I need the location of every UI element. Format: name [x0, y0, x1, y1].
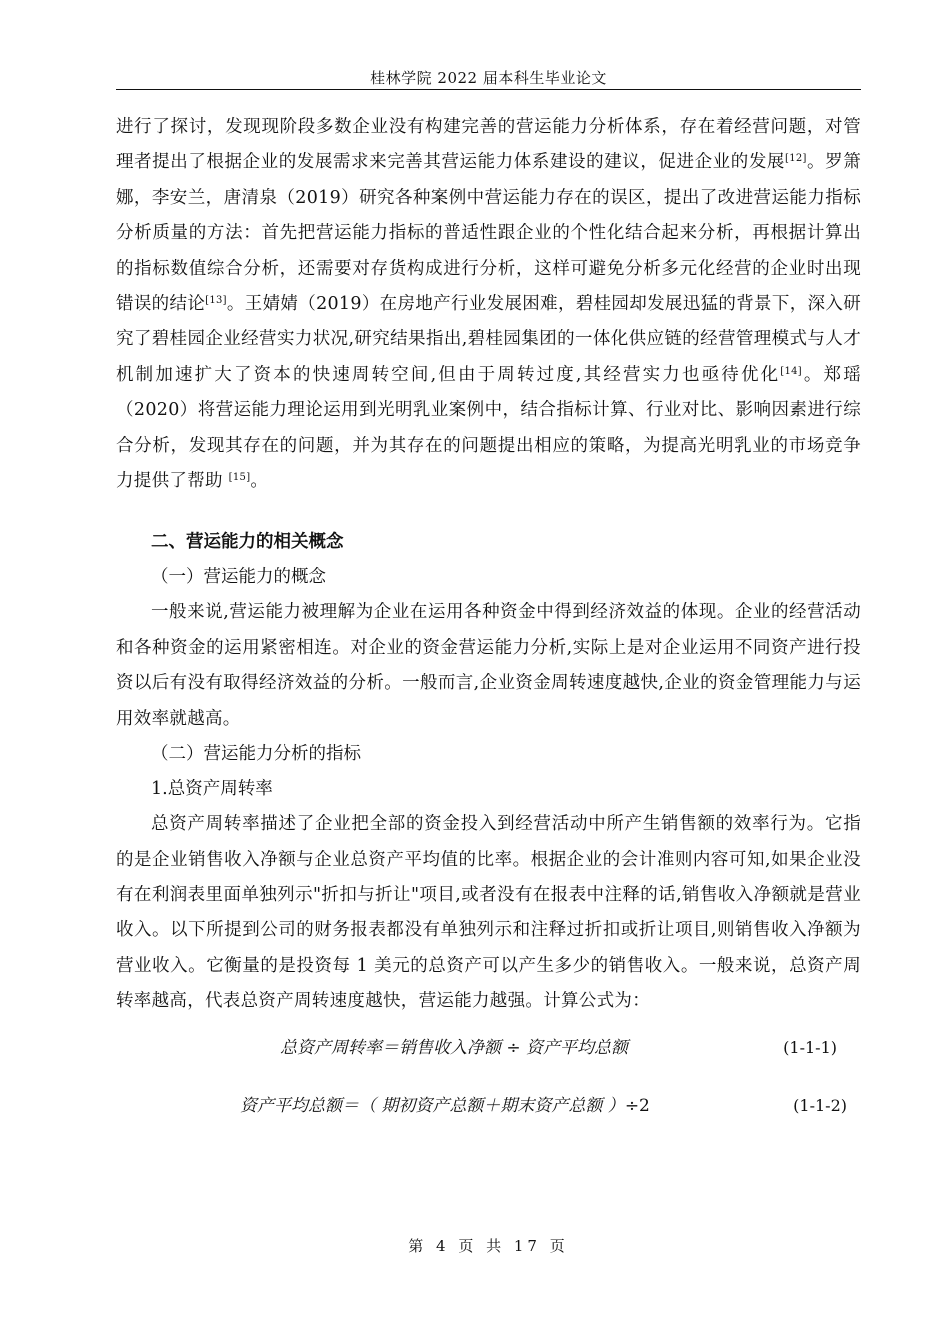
para1-text-1: 进行了探讨，发现现阶段多数企业没有构建完善的营运能力分析体系，存在着经营问题，对管理者提出了根据企业的发展需求来完善其营运能力体系建设的建议，促进企业的发展	[116, 117, 861, 173]
page-footer: 第 4 页 共 17 页	[408, 1237, 569, 1255]
para1-text-3: 。王婧婧（2019）在房地产行业发展困难，碧桂园却发展迅猛的背景下，深入研究了碧桂园企业经营实力状况,研究结果指出,碧桂园集团的一体化供应链的经营管理模式与人才机制加速扩大了资本的快速周转空间,但由于周转过度,其经营实力也亟待优化	[116, 294, 862, 385]
literature-review-paragraph	[116, 110, 861, 499]
formula-row-1	[116, 1032, 861, 1076]
subsection-heading-indicators: （二）营运能力分析的指标	[151, 744, 361, 765]
turnover-paragraph: 总资产周转率描述了企业把全部的资金投入到经营活动中所产生销售额的效率行为。它指的是企业销售收入净额与企业总资产平均值的比率。根据企业的会计准则内容可知,如果企业没有在利润表里面单独列示"折扣与折让"项目,或者没有在报表中注释的话,销售收入净额就是营业收入。以下所提到公司的财务报表都没有单独列示和注释过折扣或折让项目,则销售收入净额为营业收入。它衡量的是投资每 1 美元的总资产可以产生多少的销售收入。一般来说，总资产周转率越高，代表总资产周转速度越快，营运能力越强。计算公式为：	[116, 814, 861, 1012]
citation-14: [14]	[780, 365, 803, 377]
para1-text-5: 。	[250, 471, 269, 492]
formula-2-main: 资产平均总额＝（ 期初资产总额＋期末资产总额 ）	[240, 1095, 625, 1116]
formula-2	[240, 1090, 650, 1122]
citation-13: [13]	[205, 295, 227, 307]
para1-text-2: 。罗箫娜，李安兰，唐清泉（2019）研究各种案例中营运能力存在的误区，提出了改进营运能力指标分析质量的方法：首先把营运能力指标的普适性跟企业的个性化结合起来分析，再根据计算出的指标数值综合分析，还需要对存货构成进行分析，这样可避免分析多元化经营的企业时出现错误的结论	[116, 152, 861, 315]
concept-paragraph: 一般来说,营运能力被理解为企业在运用各种资金中得到经济效益的体现。企业的经营活动和各种资金的运用紧密相连。对企业的资金营运能力分析,实际上是对企业运用不同资产进行投资以后有没有取得经济效益的分析。一般而言,企业资金周转速度越快,企业的资金管理能力与运用效率就越高。	[116, 602, 861, 729]
formula-row-2	[116, 1090, 861, 1134]
page-header: 桂林学院 2022 届本科生毕业论文	[370, 69, 607, 87]
page-body	[116, 110, 861, 1134]
equation-number-1: (1-1-1)	[783, 1037, 837, 1057]
equation-number-2: (1-1-2)	[793, 1095, 847, 1115]
para1-text-4: 。郑瑶（2020）将营运能力理论运用到光明乳业案例中，结合指标计算、行业对比、影响因素进行综合分析，发现其存在的问题，并为其存在的问题提出相应的策略，为提高光明乳业的市场竞争力提供了帮助	[116, 364, 862, 492]
formula-1: 总资产周转率＝销售收入净额 ÷ 资产平均总额	[280, 1037, 629, 1058]
citation-15: [15]	[228, 472, 251, 484]
section-heading: 二、营运能力的相关概念	[151, 532, 344, 553]
formula-2-tail: ÷2	[624, 1095, 650, 1116]
citation-12: [12]	[785, 153, 807, 165]
header-rule	[116, 89, 861, 90]
subsection-heading-concept: （一）营运能力的概念	[151, 567, 326, 588]
item-heading-total-asset-turnover: 1.总资产周转率	[151, 779, 273, 800]
